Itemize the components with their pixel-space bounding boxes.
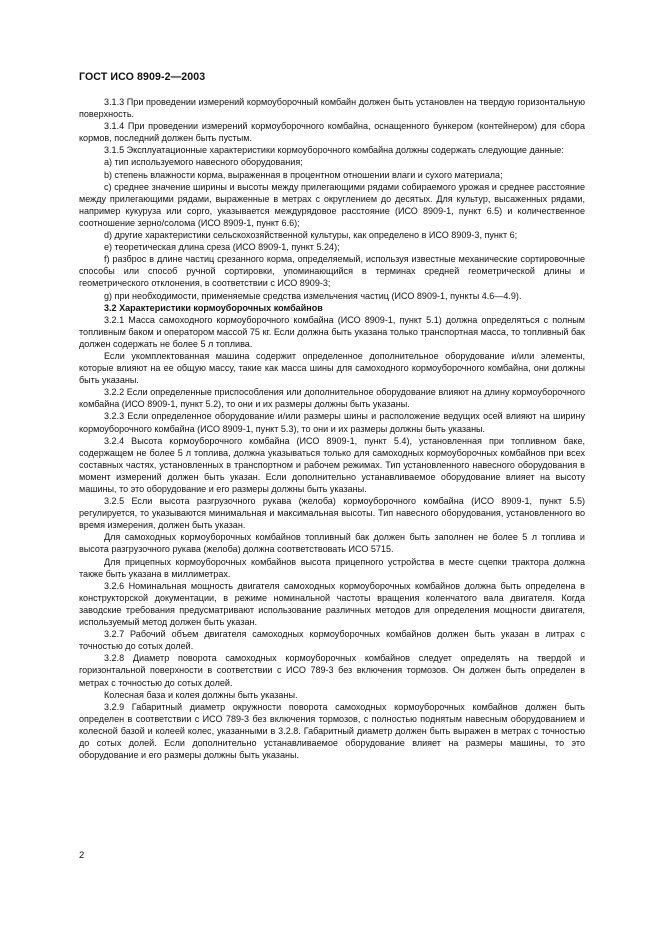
paragraph: g) при необходимости, применяемые средства измельчения частиц (ИСО 8909-1, пункты 4.6—4.9). xyxy=(104,290,522,301)
paragraph: f) разброс в длине частиц срезанного корма, определяемый, используя известные механические сортировочные способы или способ ручной сортировки, упоминающийся в терминах средней геометрической длины и геометрического отклонения, в соответствии с ИСО 8909-3; xyxy=(79,254,585,289)
section-heading: 3.2 Характеристики кормоуборочных комбайнов xyxy=(104,302,323,313)
paragraph: 3.1.4 При проведении измерений кормоуборочного комбайна, оснащенного бункером (контейнером) для сбора кормов, последний должен быть пустым. xyxy=(79,121,585,144)
document-body xyxy=(79,96,585,761)
paragraph: 3.2.4 Высота кормоуборочного комбайна (ИСО 8909-1, пункт 5.4), установленная при топливном баке, содержащем не более 5 л топлива, должна указываться только для самоходных кормоуборочных комбайнов при всех составных частях, установленных в транспортном и рабочем режимах. Тип установленного навесного оборудования в момент измерений должен быть указан. Если дополнительно устанавливаемое оборудование влияет на высоту машины, то это оборудование и его размеры должны быть указаны. xyxy=(79,435,585,494)
paragraph: 3.2.2 Если определенные приспособления или дополнительное оборудование влияют на длину кормоуборочного комбайна (ИСО 8909-1, пункт 5.2), то они и их размеры должны быть указаны. xyxy=(79,387,585,410)
paragraph: 3.2.7 Рабочий объем двигателя самоходных кормоуборочных комбайнов должен быть указан в литрах с точностью до сотых долей. xyxy=(79,629,585,652)
paragraph: Для прицепных кормоуборочных комбайнов высота прицепного устройства в месте сцепки трактора должна также быть указана в миллиметрах. xyxy=(79,556,585,579)
page-number: 2 xyxy=(79,850,85,861)
paragraph: 3.2.6 Номинальная мощность двигателя самоходных кормоуборочных комбайнов должна быть определена в конструкторской документации, в режиме номинальной частоты вращения коленчатого вала двигателя. Когда заводские требования предусматривают использование различных методов для определения мощности двигателя, используемый метод должен быть указан. xyxy=(79,580,585,628)
paragraph: Если укомплектованная машина содержит определенное дополнительное оборудование и/или элементы, которые влияют на ее общую массу, такие как масса шины для самоходного кормоуборочного комбайна, они должны быть указаны. xyxy=(79,350,585,386)
paragraph: Для самоходных кормоуборочных комбайнов топливный бак должен быть заполнен не более 5 л топлива и высота разгрузочного рукава (желоба) должна соответствовать ИСО 5715. xyxy=(79,532,585,555)
paragraph: e) теоретическая длина среза (ИСО 8909-1, пункт 5.24); xyxy=(104,242,340,253)
document-header: ГОСТ ИСО 8909-2—2003 xyxy=(79,71,206,83)
paragraph: d) другие характеристики сельскохозяйственной культуры, как определено в ИСО 8909-3, пункт 6; xyxy=(104,230,518,241)
paragraph: b) степень влажности корма, выраженная в процентном отношении влаги и сухого материала; xyxy=(104,169,503,180)
paragraph: 3.2.5 Если высота разгрузочного рукава (желоба) кормоуборочного комбайна (ИСО 8909-1, пункт 5.5) регулируется, то указываются минимальная и максимальная высоты. Тип навесного оборудования, установленного во время измерения, должен быть указан. xyxy=(79,496,585,531)
paragraph: Колесная база и колея должны быть указаны. xyxy=(104,689,298,700)
paragraph: c) среднее значение ширины и высоты между прилегающими рядами собираемого урожая и среднее расстояние между прилегающими рядами, выраженные в метрах с округлением до десятых. Для культур, высаженных рядами, например кукуруза или сорго, указывается междурядовое расстояние (ИСО 8909-1, пункт 6.5) и количественное соотношение зерно/солома (ИСО 8909-1, пункт 6.6); xyxy=(79,181,585,228)
paragraph: 3.2.3 Если определенное оборудование и/или размеры шины и расположение ведущих осей влияют на ширину кормоуборочного комбайна (ИСО 8909-1, пункт 5.3), то они и их размеры должны быть указаны. xyxy=(79,411,585,434)
paragraph: a) тип используемого навесного оборудования; xyxy=(104,157,303,168)
paragraph: 3.1.5 Эксплуатационные характеристики кормоуборочного комбайна должны содержать следующие данные: xyxy=(104,145,564,156)
paragraph: 3.2.1 Масса самоходного кормоуборочного комбайна (ИСО 8909-1, пункт 5.1) должна определяться с полным топливным баком и оператором массой 75 кг. Если должна быть указана только транспортная масса, то топливный бак должен содержать не более 5 л топлива. xyxy=(79,314,585,349)
paragraph: 3.2.8 Диаметр поворота самоходных кормоуборочных комбайнов следует определять на твердой и горизонтальной поверхности в соответствии с ИСО 789-3 без включения тормозов. Он должен быть определен в метрах с точностью до сотых долей. xyxy=(79,653,585,688)
paragraph: 3.2.9 Габаритный диаметр окружности поворота самоходных кормоуборочных комбайнов должен быть определен в соответствии с ИСО 789-3 без включения тормозов, с полностью поднятым навесным оборудованием и колесной базой и колеей колес, указанными в 3.2.8. Габаритный диаметр должен быть выражен в метрах с точностью до сотых долей. Если дополнительно устанавливаемое оборудование влияет на размеры машины, то это оборудование и его размеры должны быть указаны. xyxy=(79,701,585,761)
paragraph: 3.1.3 При проведении измерений кормоуборочный комбайн должен быть установлен на твердую горизонтальную поверхность. xyxy=(79,97,585,120)
